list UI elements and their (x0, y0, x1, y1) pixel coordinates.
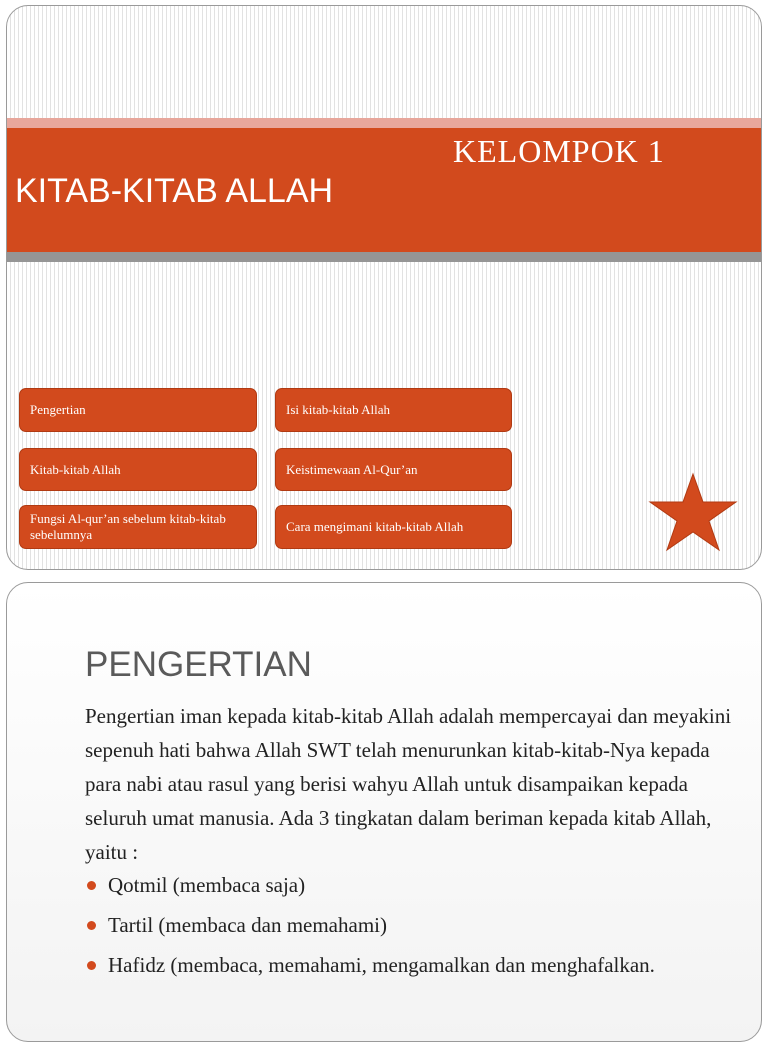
list-item-text: Qotmil (membaca saja) (108, 873, 306, 897)
title-slide (6, 5, 762, 570)
bullet-dot-icon (87, 881, 96, 890)
title-band-bottom-stripe (7, 252, 761, 262)
list-item (85, 909, 749, 942)
pengertian-slide (6, 582, 762, 1042)
menu-button-kitab-kitab-allah[interactable]: Kitab-kitab Allah (19, 448, 257, 491)
list-item-text: Hafidz (membaca, memahami, mengamalkan dan menghafalkan. (108, 953, 655, 977)
star-icon[interactable] (647, 472, 739, 552)
title-band (7, 128, 761, 252)
bullet-dot-icon (87, 961, 96, 970)
definition-paragraph: Pengertian iman kepada kitab-kitab Allah adalah mempercayai dan meyakini sepenuh hati bahwa Allah SWT telah menurunkan kitab-kitab-Nya kepada para nabi atau rasul yang berisi wahyu Allah untuk disampaikan kepada seluruh umat manusia. Ada 3 tingkatan dalam beriman kepada kitab Allah, yaitu : (85, 704, 732, 864)
menu-button-cara-mengimani[interactable]: Cara mengimani kitab-kitab Allah (275, 505, 512, 549)
bullet-dot-icon (87, 921, 96, 930)
list-item-text: Tartil (membaca dan memahami) (108, 913, 387, 937)
menu-button-isi-kitab[interactable]: Isi kitab-kitab Allah (275, 388, 512, 432)
slide-subtitle: KELOMPOK 1 (453, 133, 665, 169)
bullet-list (85, 869, 749, 989)
slide-heading: PENGERTIAN (85, 645, 312, 684)
menu-button-pengertian[interactable]: Pengertian (19, 388, 257, 432)
menu-button-keistimewaan[interactable]: Keistimewaan Al-Qur’an (275, 448, 512, 491)
list-item (85, 949, 749, 982)
title-band-top-stripe (7, 118, 761, 128)
menu-button-fungsi-alquran[interactable]: Fungsi Al-qur’an sebelum kitab-kitab sebelumnya (19, 505, 257, 549)
list-item (85, 869, 749, 902)
slide-title: KITAB-KITAB ALLAH (15, 172, 334, 210)
